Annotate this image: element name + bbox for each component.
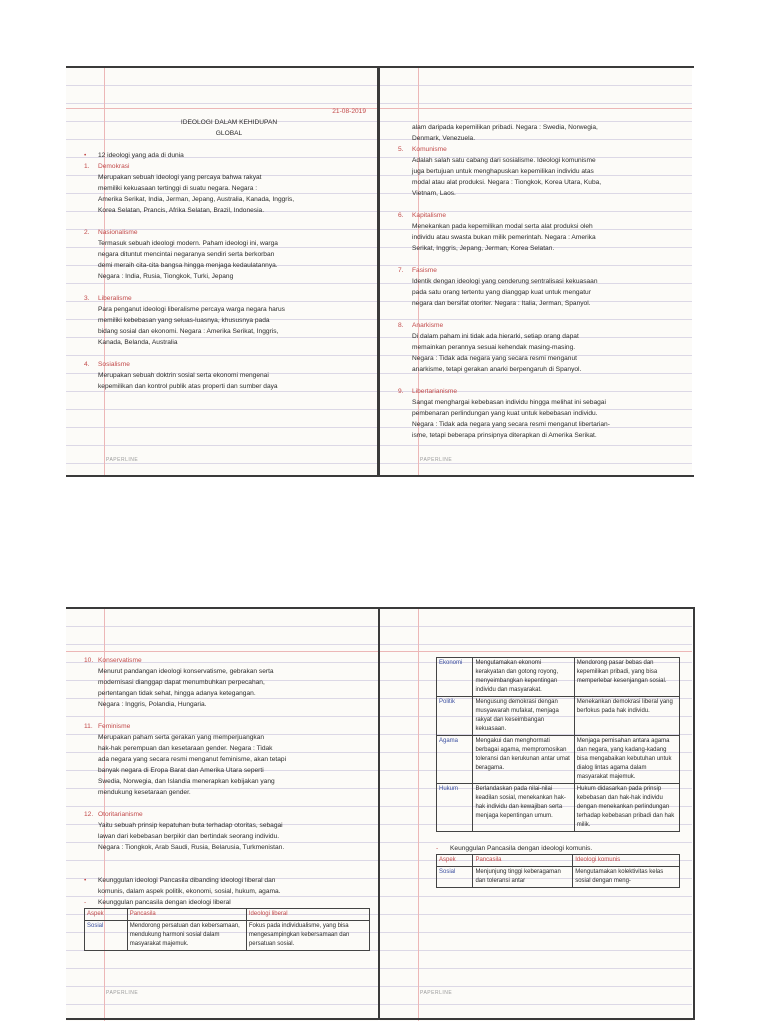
line-text: individu atau swasta bukan milik pemerintah. Negara : Amerika <box>412 234 596 241</box>
line-text: Merupakan sebuah ideologi yang percaya bahwa rakyat <box>98 174 262 181</box>
item-number: 9. <box>398 388 404 395</box>
table-cell-aspek: Agama <box>437 736 473 784</box>
table-cell-liberal: Menjaga pemisahan antara agama dan negara, yang kadang-kadang bisa mengabaikan kebutuhan untuk dialog lintas agama dalam masyarakat majemuk. <box>574 736 679 784</box>
ideology-text-line <box>398 298 688 309</box>
line-text: Negara : Tidak ada negara yang secara resmi menganut <box>412 355 577 362</box>
table-cell-pancasila: Mengakui dan menghormati berbagai agama, mempromosikan toleransi dan kerukunan antar umat beragama. <box>473 736 574 784</box>
line-text: memiliki kebebasan yang seluas-luasnya, khususnya pada <box>98 317 270 324</box>
table-cell-aspek: Sosial <box>85 921 128 951</box>
ideology-text-line <box>398 188 688 199</box>
ideology-text-line <box>84 194 374 205</box>
ideology-text-line <box>84 271 374 282</box>
spacer <box>84 392 374 403</box>
notebook-page-3 <box>66 609 378 1021</box>
ideology-text-line <box>398 232 688 243</box>
ideology-text-line <box>398 408 688 419</box>
item-number: 6. <box>398 212 404 219</box>
ideology-text-line <box>84 787 370 798</box>
ideology-text-line <box>398 419 688 430</box>
heading-text: Sosialisme <box>98 361 130 368</box>
ideology-heading <box>398 386 688 397</box>
ideology-text-line <box>398 166 688 177</box>
line-text: Di dalam paham ini tidak ada hierarki, setiap orang dapat <box>412 333 579 340</box>
line-text: modernisasi dianggap dapat menumbuhkan perpecahan, <box>98 679 265 686</box>
continued-text-line <box>398 122 688 133</box>
ideology-heading <box>398 144 688 155</box>
line-text: Yaitu sebuah prinsip kepatuhan buta terhadap otoritas, sebagai <box>98 822 283 829</box>
table-row <box>437 784 680 832</box>
line-text: Denmark, Venezuela. <box>412 135 476 142</box>
item-number: 11. <box>84 723 93 730</box>
line-text: isme, tetapi beberapa prinsipnya diterapkan di Amerika Serikat. <box>412 432 597 439</box>
ideology-text-line <box>84 260 374 271</box>
item-number: 8. <box>398 322 404 329</box>
table-cell-liberal: Menekankan demokrasi liberal yang berfokus pada hak individu. <box>574 697 679 736</box>
line-text: pertentangan tidak sehat, hingga adanya ketegangan. <box>98 690 256 697</box>
item-number: 10. <box>84 657 94 664</box>
line-text: Keunggulan ideologi Pancasila dibanding ideologi liberal dan <box>98 877 276 884</box>
ideology-heading <box>398 210 688 221</box>
comparison-table-liberal-continued <box>436 657 680 832</box>
notebook-page-4 <box>380 609 692 1021</box>
notebook-page-2 <box>380 68 692 476</box>
frame-top-edge-lower <box>66 607 694 609</box>
line-text: Swedia, Norwegia, dan Islandia menerapkan kebijakan yang <box>98 778 275 785</box>
table-cell-aspek: Hukum <box>437 784 473 832</box>
ideology-text-line <box>84 677 370 688</box>
ideology-text-line <box>84 765 370 776</box>
line-text: modal atau alat produksi. Negara : Tiongkok, Korea Utara, Kuba, <box>412 179 602 186</box>
line-text: Identik dengan ideologi yang cenderung sentralisasi kekuasaan <box>412 278 598 285</box>
intro-text: • 12 ideologi yang ada di dunia <box>84 152 184 159</box>
spacer <box>84 710 370 721</box>
line-text: Menekankan pada kepemilikan modal serta alat produksi oleh <box>412 223 593 230</box>
item-number: 4. <box>84 361 90 368</box>
spacer <box>398 441 688 452</box>
ideology-text-line <box>84 743 370 754</box>
line-text: Vietnam, Laos. <box>412 190 456 197</box>
frame-divider-lower <box>378 607 380 1020</box>
line-text: anarkisme, tetapi gerakan anarki berpengaruh di Spanyol. <box>412 366 582 373</box>
line-text: komunis, dalam aspek politik, ekonomi, sosial, hukum, agama. <box>98 888 281 895</box>
ideology-text-line <box>84 249 374 260</box>
ideology-text-line <box>398 243 688 254</box>
line-text: Negara : Inggris, Polandia, Hungaria. <box>98 701 207 708</box>
spacer <box>84 282 374 293</box>
line-text: Merupakan sebuah doktrin sosial serta ekonomi mengenai <box>98 372 269 379</box>
heading-text: Demokrasi <box>98 163 130 170</box>
ideology-text-line <box>398 430 688 441</box>
ideology-text-line <box>398 276 688 287</box>
table-cell-liberal: Hukum didasarkan pada prinsip kebebasan dan hak-hak individu dengan menekankan perlindungan terhadap kebebasan pribadi dan hak milik. <box>574 784 679 832</box>
spacer <box>84 853 370 864</box>
line-text: Para penganut ideologi liberalisme percaya warga negara harus <box>98 306 285 313</box>
ideology-text-line <box>84 732 370 743</box>
ideology-text-line <box>84 326 374 337</box>
table-row <box>437 658 680 697</box>
spacer <box>398 375 688 386</box>
line-text: Negara : Tiongkok, Arab Saudi, Rusia, Belarusia, Turkmenistan. <box>98 844 285 851</box>
ideology-text-line <box>84 699 370 710</box>
table-row <box>437 697 680 736</box>
line-text: Negara : India, Rusia, Tiongkok, Turki, Jepang <box>98 273 234 280</box>
table-header-cell: Aspek <box>437 855 473 867</box>
table-cell-aspek: Sosial <box>437 867 473 888</box>
ideology-heading <box>84 655 370 666</box>
ideology-text-line <box>398 331 688 342</box>
spacer <box>84 798 370 809</box>
ideology-text-line <box>84 776 370 787</box>
item-number: 7. <box>398 267 404 274</box>
table-cell-pancasila: Mengusung demokrasi dengan musyawarah mufakat, menjaga rakyat dan keseimbangan kekuasaan. <box>473 697 574 736</box>
ideology-text-line <box>84 370 374 381</box>
table-cell-aspek: Politik <box>437 697 473 736</box>
heading-text: Anarkisme <box>412 322 444 329</box>
line-text: pembenaran perlindungan yang kuat untuk kebebasan individu. <box>412 410 598 417</box>
ideology-text-line <box>84 666 370 677</box>
ideology-text-line <box>84 315 374 326</box>
heading-text: Feminisme <box>98 723 131 730</box>
line-text: Adalah salah satu cabang dari sosialisme. Ideologi komunisme <box>412 157 596 164</box>
page-date: 21-08-2019 <box>332 108 366 115</box>
ideology-heading <box>84 293 374 304</box>
ideology-heading <box>398 265 688 276</box>
ideology-text-line <box>398 221 688 232</box>
ideology-text-line <box>84 381 374 392</box>
ideology-text-line <box>398 287 688 298</box>
item-number: 1. <box>84 163 90 170</box>
ideology-text-line <box>84 304 374 315</box>
footer-logo: PAPERLINE <box>106 990 139 996</box>
spacer <box>84 348 374 359</box>
item-number: 12. <box>84 811 94 818</box>
frame-bottom-edge-lower <box>66 1018 694 1020</box>
heading-text: Liberalisme <box>98 295 132 302</box>
comparison-intro-line <box>84 886 370 897</box>
footer-logo: PAPERLINE <box>420 457 453 463</box>
ideology-text-line <box>84 238 374 249</box>
ideology-text-line <box>398 353 688 364</box>
table-intro: - Keunggulan pancasila dengan ideologi liberal <box>84 899 231 906</box>
table-header-cell: Aspek <box>85 909 128 921</box>
table-header-cell: Ideologi komunis <box>573 855 680 867</box>
comparison-table-liberal <box>84 908 370 951</box>
ideology-text-line <box>84 831 370 842</box>
ideology-text-line <box>84 183 374 194</box>
table-cell-pancasila: Mendorong persatuan dan kebersamaan, mendukung harmoni sosial dalam masyarakat majemuk. <box>127 921 246 951</box>
line-text: banyak negara di Eropa Barat dan Amerika Utara seperti <box>98 767 264 774</box>
table-cell-aspek: Ekonomi <box>437 658 473 697</box>
table-cell-pancasila: Menjunjung tinggi keberagaman dan toleransi antar <box>473 867 573 888</box>
frame-divider <box>377 66 380 477</box>
bullet: • <box>84 877 87 884</box>
spacer <box>398 309 688 320</box>
table-cell-liberal: Fokus pada individualisme, yang bisa mengesampingkan kebersamaan dan persatuan sosial. <box>246 921 369 951</box>
line-text: mendukung kesetaraan gender. <box>98 789 191 796</box>
item-number: 2. <box>84 229 90 236</box>
line-text: pada satu orang tertentu yang dianggap kuat untuk mengatur <box>412 289 591 296</box>
ideology-text-line <box>84 842 370 853</box>
line-text: Korea Selatan, Prancis, Afrika Selatan, Brazil, Indonesia. <box>98 207 265 214</box>
heading-text: Otoritarianisme <box>98 811 143 818</box>
line-text: Termasuk sebuah ideologi modern. Paham ideologi ini, warga <box>98 240 278 247</box>
frame-top-edge <box>66 66 694 68</box>
line-text: alam daripada kepemilikan pribadi. Negara : Swedia, Norwegia, <box>412 124 598 131</box>
ideology-text-line <box>84 172 374 183</box>
heading-text: Fasisme <box>412 267 437 274</box>
heading-text: Libertarianisme <box>412 388 458 395</box>
ideology-text-line <box>398 364 688 375</box>
heading-text: Komunisme <box>412 146 447 153</box>
frame-bottom-edge <box>66 475 694 477</box>
heading-text: Konservatisme <box>98 657 142 664</box>
footer-logo: PAPERLINE <box>106 457 139 463</box>
table-row <box>437 867 680 888</box>
line-text: Merupakan paham serta gerakan yang memperjuangkan <box>98 734 265 741</box>
line-text: Amerika Serikat, India, Jerman, Jepang, Australia, Kanada, Inggris, <box>98 196 295 203</box>
ideology-heading <box>84 227 374 238</box>
line-text: Menurut pandangan ideologi konservatisme, gebrakan serta <box>98 668 274 675</box>
frame-right-edge-lower <box>693 607 695 1020</box>
line-text: juga bertujuan untuk menghapuskan kepemilikan individu atas <box>412 168 594 175</box>
ideology-heading <box>84 809 370 820</box>
line-text: lawan dari kebebasan berpikir dan bertindak seorang individu. <box>98 833 280 840</box>
spacer <box>84 216 374 227</box>
ideology-text-line <box>84 205 374 216</box>
line-text: Negara : Tidak ada negara yang secara resmi menganut libertarian- <box>412 421 610 428</box>
ideology-text-line <box>84 754 370 765</box>
notebook-page-1 <box>66 68 378 476</box>
table-cell-komunis: Mengutamakan kolektivitas kelas sosial dengan meng- <box>573 867 680 888</box>
page-subtitle: GLOBAL <box>215 130 243 137</box>
ideology-text-line <box>84 820 370 831</box>
table-cell-pancasila: Berlandaskan pada nilai-nilai keadilan sosial, menekankan hak-hak individu dan kewajiban serta menjaga kepentingan umum. <box>473 784 574 832</box>
line-text: memainkan perannya sesuai kehendak masing-masing. <box>412 344 576 351</box>
spacer <box>398 199 688 210</box>
line-text: bidang sosial dan ekonomi. Negara : Amerika Serikat, Inggris, <box>98 328 279 335</box>
line-text: demi meraih cita-cita bangsa hingga menjaga kedaulatannya. <box>98 262 278 269</box>
line-text: Sangat menghargai kebebasan individu hingga melihat ini sebagai <box>412 399 606 406</box>
ideology-text-line <box>398 155 688 166</box>
table-header-cell: Pancasila <box>127 909 246 921</box>
line-text: Serikat, Inggris, Jepang, Jerman, Korea Selatan. <box>412 245 555 252</box>
item-number: 5. <box>398 146 404 153</box>
line-text: hak-hak perempuan dan kesetaraan gender. Negara : Tidak <box>98 745 273 752</box>
item-number: 3. <box>84 295 90 302</box>
line-text: memiliki kekuasaan tertinggi di suatu negara. Negara : <box>98 185 258 192</box>
line-text: negara dituntut mencintai negaranya sendiri serta berkorban <box>98 251 275 258</box>
page-title: IDEOLOGI DALAM KEHIDUPAN <box>180 119 278 126</box>
table-cell-pancasila: Mengutamakan ekonomi kerakyatan dan gotong royong, menyeimbangkan kepentingan individu dan masyarakat. <box>473 658 574 697</box>
ideology-text-line <box>398 342 688 353</box>
comparison-table-komunis <box>436 854 680 888</box>
ideology-text-line <box>84 688 370 699</box>
continued-text-line <box>398 133 688 144</box>
table-row <box>85 921 370 951</box>
table-row <box>437 736 680 784</box>
line-text: negara dan bersifat otoriter. Negara : Italia, Jerman, Spanyol. <box>412 300 591 307</box>
ideology-heading <box>84 161 374 172</box>
comparison-intro-line <box>84 875 370 886</box>
ideology-text-line <box>84 337 374 348</box>
ideology-heading <box>84 359 374 370</box>
ideology-text-line <box>398 397 688 408</box>
table-cell-liberal: Mendorong pasar bebas dan kepemilikan pribadi, yang bisa memperlebar kesenjangan sosial. <box>574 658 679 697</box>
line-text: kepemilikan dan kontrol publik atas properti dan sumber daya <box>98 383 278 390</box>
heading-text: Kapitalisme <box>412 212 447 219</box>
heading-text: Nasionalisme <box>98 229 138 236</box>
ideology-heading <box>84 721 370 732</box>
line-text: ada negara yang secara resmi menganut feminisme, akan tetapi <box>98 756 287 763</box>
line-text: Kanada, Belanda, Australia <box>98 339 178 346</box>
table2-intro: - Keunggulan Pancasila dengan ideologi komunis. <box>436 845 593 852</box>
ideology-heading <box>398 320 688 331</box>
spacer <box>398 254 688 265</box>
table-header-cell: Ideologi liberal <box>246 909 369 921</box>
footer-logo: PAPERLINE <box>420 990 453 996</box>
table-header-cell: Pancasila <box>473 855 573 867</box>
ideology-text-line <box>398 177 688 188</box>
